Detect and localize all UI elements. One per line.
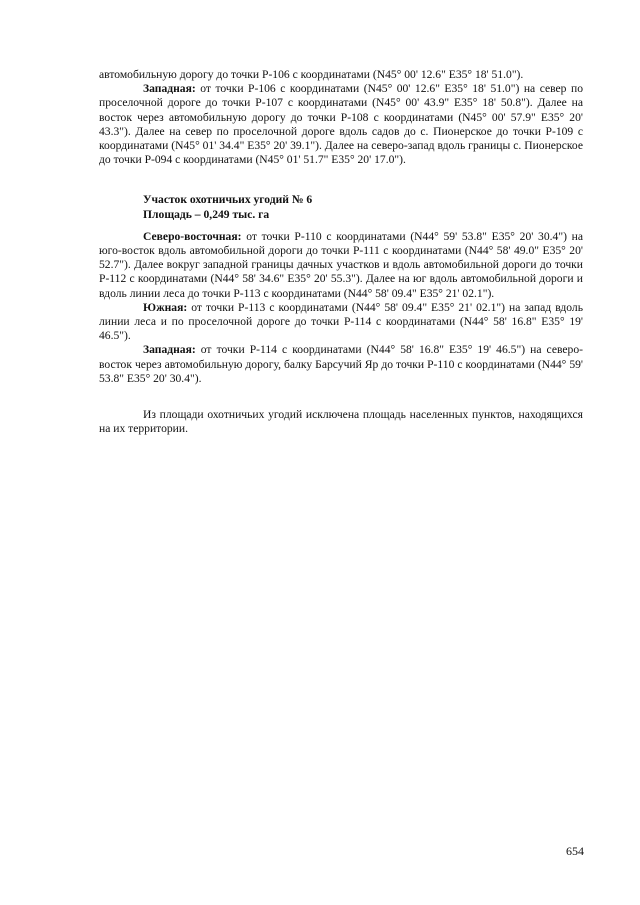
exclusion-note: Из площади охотничьих угодий исключена площадь населенных пунктов, находящихся на их территории. xyxy=(99,408,583,436)
page-number: 654 xyxy=(566,844,584,858)
south-boundary-label: Южная: xyxy=(143,300,188,314)
spacer xyxy=(99,386,583,408)
northeast-boundary-text: от точки Р-110 с координатами (N44° 59' 53.8" E35° 20' 30.4") на юго-восток вдоль автомобильной дороги до точки Р-111 с координатами (N44° 58' 49.0" E35° 20' 52.7"). Далее вокруг западной границы дачных участков и вдоль автомобильной дороги до точки Р-112 с координатами (N44° 58' 34.6" E35° 20' 55.3"). Далее на юг вдоль автомобильной дороги и вдоль линии леса до точки Р-113 с координатами (N44° 58' 09.4" E35° 21' 02.1"). xyxy=(99,229,583,300)
document-page xyxy=(99,68,583,436)
west-boundary-text: от точки Р-106 с координатами (N45° 00' 12.6" E35° 18' 51.0") на север по проселочной дороге до точки Р-107 с координатами (N45° 00' 43.9" E35° 18' 50.8"). Далее на восток через автомобильную дорогу до точки Р-108 с координатами (N45° 00' 57.9" E35° 20' 43.3"). Далее на север по проселочной дороге вдоль садов до с. Пионерское до точки Р-109 с координатами (N45° 01' 34.4" E35° 20' 39.1"). Далее на северо-запад вдоль границы с. Пионерское до точки Р-094 с координатами (N45° 01' 51.7" E35° 20' 17.0"). xyxy=(99,82,583,167)
west-boundary-paragraph xyxy=(99,82,583,167)
west-boundary-2-label: Западная: xyxy=(143,343,196,357)
northeast-boundary-paragraph xyxy=(99,230,583,301)
spacer xyxy=(99,222,583,230)
west-boundary-2-paragraph xyxy=(99,343,583,386)
west-boundary-label: Западная: xyxy=(143,82,196,96)
south-boundary-text: от точки Р-113 с координатами (N44° 58' 09.4" E35° 21' 02.1") на запад вдоль линии леса и по проселочной дороге до точки Р-114 с координатами (N44° 58' 16.8" E35° 19' 46.5"). xyxy=(99,300,583,343)
west-boundary-2-text: от точки Р-114 с координатами (N44° 58' 16.8" E35° 19' 46.5") на северо-восток через автомобильную дорогу, балку Барсучий Яр до точки Р-110 с координатами (N44° 59' 53.8" E35° 20' 30.4"). xyxy=(99,343,583,385)
northeast-boundary-label: Северо-восточная: xyxy=(143,229,242,243)
section-title: Участок охотничьих угодий № 6 xyxy=(143,193,313,207)
section-area: Площадь – 0,249 тыс. га xyxy=(143,207,270,221)
spacer xyxy=(99,167,583,193)
south-boundary-paragraph xyxy=(99,301,583,344)
intro-line: автомобильную дорогу до точки Р-106 с координатами (N45° 00' 12.6" E35° 18' 51.0"). xyxy=(99,68,524,81)
